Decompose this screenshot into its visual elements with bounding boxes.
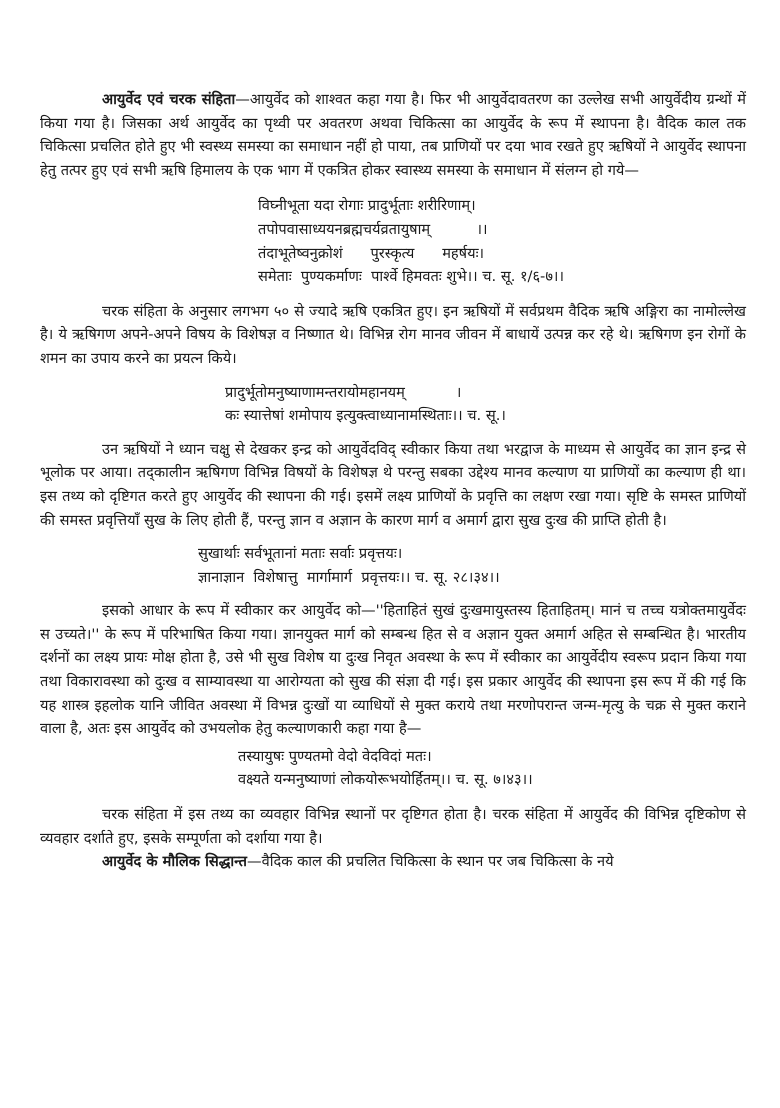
verse-line: सुखार्थाः सर्वभूतानां मताः सर्वाः प्रवृत्तयः। (198, 545, 403, 563)
verse-line: तंदाभूतेष्वनुक्रोशं पुरस्कृत्य महर्षयः। (258, 244, 485, 262)
section-heading-ayurveda-charak: आयुर्वेद एवं चरक संहिता (102, 91, 236, 108)
verse-block-1 (40, 194, 746, 288)
verse-line: वक्ष्यते यन्मनुष्याणां लोकयोरूभयोर्हितम्।। च. सू. ७।४३।। (238, 771, 533, 789)
paragraph-definition: इसको आधार के रूप में स्वीकार कर आयुर्वेद को—''हिताहितं सुखं दुःखमायुस्तस्य हिताहितम्। मानं च तच्च यत्रोक्तमायुर्वेदः स उच्यते।'' के रूप में परिभाषित किया गया। ज्ञानयुक्त मार्ग को सम्बन्ध हित से व अज्ञान युक्त अमार्ग अहित से सम्बन्धित है। भारतीय दर्शनों का लक्ष्य प्रायः मोक्ष होता है, उसे भी सुख विशेष या दुःख निवृत अवस्था के रूप में स्वीकार का आयुर्वेदीय स्वरूप प्रदान किया गया तथा विकारावस्था को दुःख व साम्यावस्था या आरोग्यता को सुख की संज्ञा दी गई। इस प्रकार आयुर्वेद की स्थापना इस रूप में की गई कि यह शास्त्र इहलोक यानि जीवित अवस्था में विभन्न दुःखों या व्याधियों से मुक्त कराये तथा मरणोपरान्त जन्म-मृत्यु के चक्र से मुक्त कराने वाला है, अतः इस आयुर्वेद को उभयलोक हेतु कल्याणकारी कहा गया है— (40, 602, 746, 738)
verse-line: विघ्नीभूता यदा रोगाः प्रादुर्भूताः शरीरिणाम्। (258, 197, 476, 215)
intro-paragraph-text: —आयुर्वेद को शाश्वत कहा गया है। फिर भी आयुर्वेदावतरण का उल्लेख सभी आयुर्वेदीय ग्रन्थों में किया गया है। जिसका अर्थ आयुर्वेद का पृथ्वी पर अवतरण अथवा चिकित्सा का आयुर्वेद के रूप में स्थापना है। वैदिक काल तक चिकित्सा प्रचलित होते हुए भी स्वस्थ्य समस्या का समाधान नहीं हो पाया, तब प्राणियों पर दया भाव रखते हुए ऋषियों ने आयुर्वेद स्थापना हेतु तत्पर हुए एवं सभी ऋषि हिमालय के एक भाग में एकत्रित होकर स्वास्थ्य समस्या के समाधान में संलग्न हो गये— (40, 91, 746, 179)
verse-line: कः स्यात्तेषां शमोपाय इत्युक्त्वाध्यानामस्थिताः।। च. सू.। (225, 407, 506, 425)
paragraph-fundamental-principles (40, 850, 746, 874)
verse-block-4 (40, 745, 746, 792)
paragraph-charak-usage: चरक संहिता में इस तथ्य का व्यवहार विभिन्न स्थानों पर दृष्टिगत होता है। चरक संहिता में आयुर्वेद की विभिन्न दृष्टिकोण से व्यवहार दर्शाते हुए, इसके सम्पूर्णता को दर्शाया गया है। (40, 806, 746, 847)
intro-paragraph (40, 88, 746, 182)
verse-line: ज्ञानाज्ञान विशेषात्तु मार्गामार्ग प्रवृत्तयः।। च. सू. २८।३४।। (198, 568, 500, 586)
verse-line: समेताः पुण्यकर्माणः पार्श्वे हिमवतः शुभे।। च. सू. १/६-७।। (258, 268, 564, 286)
paragraph-rishis: चरक संहिता के अनुसार लगभग ५० से ज्यादे ऋषि एकत्रित हुए। इन ऋषियों में सर्वप्रथम वैदिक ऋषि अङ्गिरा का नामोल्लेख है। ये ऋषिगण अपने-अपने विषय के विशेषज्ञ व निष्णात थे। विभिन्न रोग मानव जीवन में बाधायें उत्पन्न कर रहे थे। ऋषिगण इन रोगों के शमन का उपाय करने का प्रयत्न किये। (40, 302, 746, 367)
verse-line: प्रादुर्भूतोमनुष्याणामन्तरायोमहानयम् । (225, 383, 462, 401)
section-heading-fundamental-principles: आयुर्वेद के मौलिक सिद्धान्त (102, 853, 247, 871)
paragraph-indra: उन ऋषियों ने ध्यान चक्षु से देखकर इन्द्र को आयुर्वेदविद् स्वीकार किया तथा भरद्वाज के माध्यम से आयुर्वेद का ज्ञान इन्द्र से भूलोक पर आया। तद्कालीन ऋषिगण विभिन्न विषयों के विशेषज्ञ थे परन्तु सबका उद्देश्य मानव कल्याण या प्राणियों का कल्याण ही था। इस तथ्य को दृष्टिगत करते हुए आयुर्वेद की स्थापना की गई। इसमें लक्ष्य प्राणियों के प्रवृत्ति का लक्षण रखा गया। सृष्टि के समस्त प्राणियों की समस्त प्रवृत्तियाँ सुख के लिए होती हैं, परन्तु ज्ञान व अज्ञान के कारण मार्ग व अमार्ग द्वारा सुख दुःख की प्राप्ति होती है। (40, 440, 746, 529)
verse-block-2 (40, 381, 746, 428)
document-page (40, 88, 746, 874)
verse-line: तस्यायुषः पुण्यतमो वेदो वेदविदां मतः। (238, 747, 432, 765)
verse-block-3 (40, 542, 746, 589)
verse-line: तपोपवासाध्ययनब्रह्मचर्यव्रतायुषाम् ।। (258, 220, 488, 238)
fundamental-principles-text: —वैदिक काल की प्रचलित चिकित्सा के स्थान पर जब चिकित्सा के नये (246, 853, 614, 871)
